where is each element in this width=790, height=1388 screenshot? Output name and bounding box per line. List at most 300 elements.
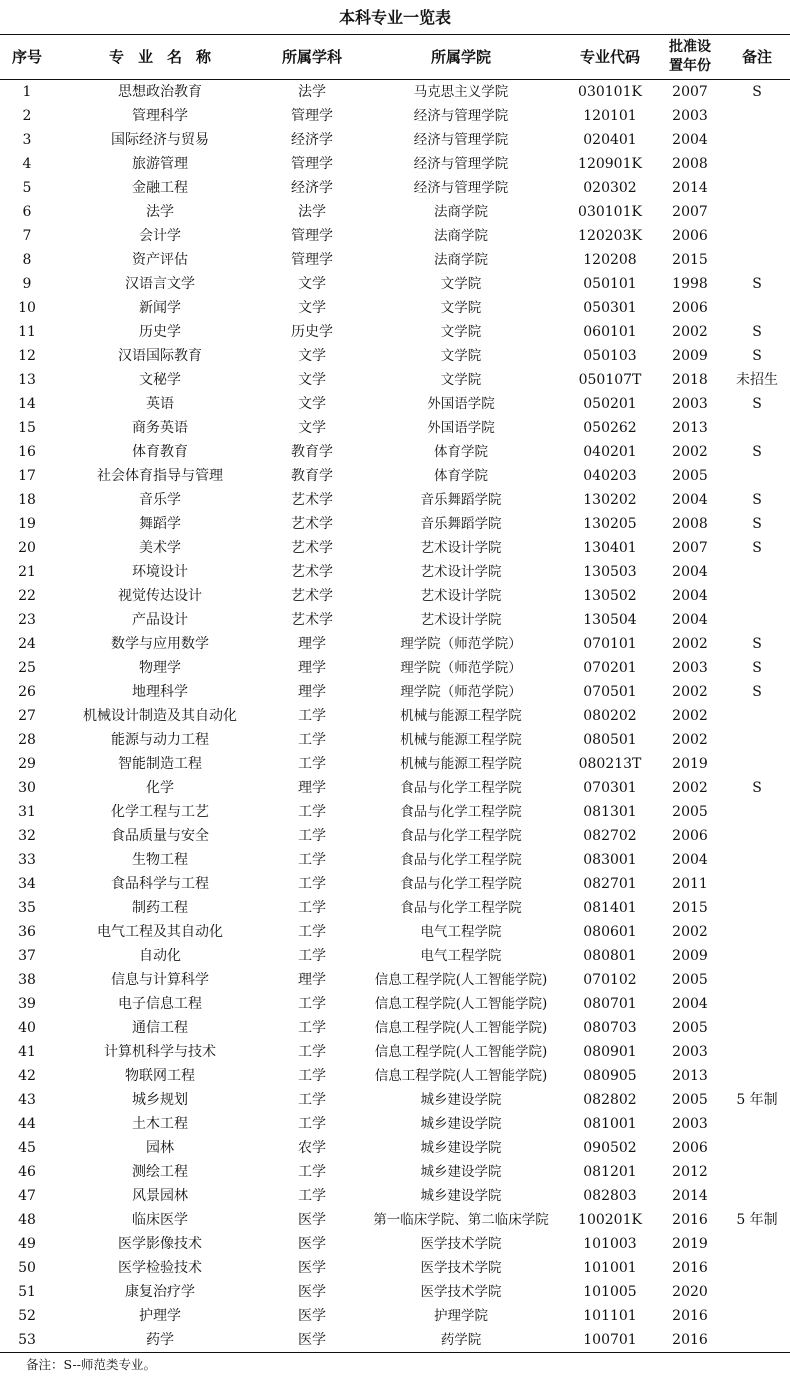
cell-subject: 文学 [298,348,326,364]
cell-major: 生物工程 [132,852,188,868]
cell-no: 30 [18,780,36,796]
table-row [0,200,790,224]
cell-code: 080905 [583,1068,637,1084]
cell-college: 食品与化学工程学院 [400,804,522,820]
cell-no: 14 [18,396,36,412]
cell-note [724,152,790,176]
cell-no: 29 [18,756,36,772]
cell-subject: 工学 [298,828,326,844]
cell-subject: 艺术学 [291,492,333,508]
cell-note: S [752,276,762,292]
cell-no: 42 [18,1068,36,1084]
table-row [0,968,790,992]
cell-major: 能源与动力工程 [111,732,209,748]
cell-note [724,824,790,848]
table-row [0,440,790,464]
cell-subject: 工学 [298,756,326,772]
cell-year: 2019 [672,756,708,772]
table-row [0,896,790,920]
cell-year: 2002 [672,324,708,340]
cell-major: 临床医学 [132,1212,188,1228]
cell-no: 3 [22,132,32,148]
cell-no: 12 [18,348,36,364]
cell-year: 2004 [672,996,708,1012]
cell-college: 理学院（师范学院） [400,636,522,652]
cell-no: 35 [18,900,36,916]
cell-major: 历史学 [139,324,181,340]
cell-code: 120208 [583,252,637,268]
cell-major: 电子信息工程 [118,996,202,1012]
cell-subject: 工学 [298,996,326,1012]
cell-code: 130504 [583,612,637,628]
cell-year: 2009 [672,948,708,964]
table-row [0,152,790,176]
cell-year: 2005 [672,972,708,988]
cell-no: 48 [18,1212,36,1228]
cell-code: 101005 [583,1284,637,1300]
cell-year: 2016 [656,1328,724,1353]
cell-note [724,608,790,632]
cell-college: 城乡建设学院 [420,1092,502,1108]
cell-code: 120901K [578,156,642,172]
cell-note: S [752,324,762,340]
cell-no: 19 [18,516,36,532]
cell-note: S [752,516,762,532]
cell-major: 化学工程与工艺 [111,804,209,820]
cell-subject: 工学 [298,1020,326,1036]
cell-code: 130205 [583,516,637,532]
cell-year: 2005 [672,1092,708,1108]
cell-code: 070201 [583,660,637,676]
cell-note: S [752,396,762,412]
cell-year: 2004 [672,564,708,580]
cell-code: 070501 [583,684,637,700]
cell-major: 信息与计算科学 [111,972,209,988]
table-row [0,848,790,872]
table-row [0,752,790,776]
cell-no: 52 [18,1308,36,1324]
cell-college: 艺术设计学院 [420,540,502,556]
cell-major: 制药工程 [132,900,188,916]
cell-year: 2002 [672,684,708,700]
cell-note [724,224,790,248]
cell-college: 法商学院 [434,252,488,268]
cell-code: 130503 [583,564,637,580]
cell-college: 体育学院 [434,468,488,484]
cell-college: 电气工程学院 [420,924,502,940]
cell-major: 园林 [146,1140,174,1156]
cell-code: 082803 [583,1188,637,1204]
cell-year: 2003 [672,660,708,676]
cell-no: 22 [18,588,36,604]
cell-subject: 农学 [298,1140,326,1156]
cell-year: 2011 [672,876,708,892]
cell-note [724,968,790,992]
cell-year: 2012 [672,1164,708,1180]
cell-subject: 文学 [298,300,326,316]
cell-subject: 教育学 [291,468,333,484]
cell-college: 文学院 [440,372,482,388]
cell-year: 2006 [672,300,708,316]
header-year-line2: 置年份 [669,58,711,74]
cell-no: 13 [18,372,36,388]
table-body [0,80,790,1353]
cell-code: 082702 [583,828,637,844]
cell-no: 9 [22,276,32,292]
cell-year: 2004 [672,132,708,148]
cell-year: 2007 [672,84,708,100]
cell-major: 思想政治教育 [118,84,202,100]
cell-college: 食品与化学工程学院 [400,780,522,796]
cell-year: 2006 [672,1140,708,1156]
cell-subject: 经济学 [291,180,333,196]
cell-no: 10 [18,300,36,316]
cell-college: 艺术设计学院 [420,564,502,580]
cell-code: 070102 [583,972,637,988]
cell-subject: 医学 [298,1212,326,1228]
table-row [0,824,790,848]
table-row [0,680,790,704]
cell-major: 会计学 [139,228,181,244]
cell-year: 2003 [672,108,708,124]
cell-code: 080213T [578,756,642,772]
cell-code: 080701 [583,996,637,1012]
cell-subject: 理学 [298,636,326,652]
cell-note [724,1184,790,1208]
cell-code: 081201 [583,1164,637,1180]
cell-subject: 文学 [298,372,326,388]
cell-note [724,1304,790,1328]
cell-note: S [752,492,762,508]
cell-note [724,992,790,1016]
cell-subject: 管理学 [291,228,333,244]
cell-code: 040203 [583,468,637,484]
cell-no: 45 [18,1140,36,1156]
cell-code: 070301 [583,780,637,796]
cell-subject: 艺术学 [291,564,333,580]
cell-no: 26 [18,684,36,700]
table-row [0,1328,790,1353]
cell-note [724,176,790,200]
table-row [0,1040,790,1064]
cell-no: 25 [18,660,36,676]
cell-note [724,800,790,824]
header-year [656,35,724,80]
cell-subject: 管理学 [291,108,333,124]
cell-college: 文学院 [440,348,482,364]
table-row [0,728,790,752]
table-row [0,608,790,632]
cell-note: S [752,540,762,556]
cell-no: 11 [18,324,36,340]
cell-college: 经济与管理学院 [413,108,509,124]
cell-college: 理学院（师范学院） [400,684,522,700]
cell-college: 护理学院 [434,1308,488,1324]
cell-year: 2019 [672,1236,708,1252]
cell-note: S [752,636,762,652]
cell-year: 2015 [672,900,708,916]
cell-subject: 艺术学 [291,612,333,628]
cell-no: 32 [18,828,36,844]
cell-year: 2004 [672,612,708,628]
cell-college: 机械与能源工程学院 [400,708,522,724]
cell-note [724,944,790,968]
cell-major: 护理学 [139,1308,181,1324]
cell-college: 食品与化学工程学院 [400,876,522,892]
cell-college: 音乐舞蹈学院 [420,516,502,532]
cell-college: 法商学院 [434,228,488,244]
cell-major: 体育教育 [132,444,188,460]
cell-major: 食品科学与工程 [111,876,209,892]
cell-subject: 文学 [298,276,326,292]
header-college: 所属学院 [358,35,564,80]
cell-no: 28 [18,732,36,748]
cell-subject: 艺术学 [291,516,333,532]
cell-major: 自动化 [139,948,181,964]
cell-subject: 工学 [298,900,326,916]
cell-subject: 法学 [298,84,326,100]
table-row [0,704,790,728]
cell-major: 新闻学 [139,300,181,316]
table-row [0,584,790,608]
cell-subject: 艺术学 [291,588,333,604]
table-row [0,464,790,488]
cell-year: 2008 [672,156,708,172]
cell-subject: 工学 [298,708,326,724]
cell-note: 5 年制 [736,1212,778,1228]
cell-code: 101003 [583,1236,637,1252]
cell-note: S [752,684,762,700]
table-row [0,944,790,968]
cell-note: S [752,660,762,676]
cell-year: 1998 [672,276,708,292]
cell-note: S [752,84,762,100]
cell-college: 文学院 [440,276,482,292]
cell-year: 2002 [672,732,708,748]
cell-code: 130502 [583,588,637,604]
cell-college: 信息工程学院(人工智能学院) [374,1044,548,1060]
cell-year: 2003 [672,1044,708,1060]
table-row [0,248,790,272]
cell-year: 2016 [672,1308,708,1324]
cell-no: 17 [18,468,36,484]
cell-subject: 医学 [298,1284,326,1300]
cell-major: 机械设计制造及其自动化 [83,708,237,724]
cell-major: 土木工程 [132,1116,188,1132]
cell-major: 化学 [146,780,174,796]
cell-no: 21 [18,564,36,580]
cell-major: 康复治疗学 [125,1284,195,1300]
cell-year: 2016 [672,1212,708,1228]
cell-college: 艺术设计学院 [420,612,502,628]
cell-major: 数学与应用数学 [111,636,209,652]
cell-no: 44 [18,1116,36,1132]
cell-subject: 理学 [298,660,326,676]
cell-code: 101101 [583,1308,637,1324]
cell-college: 体育学院 [434,444,488,460]
cell-no: 39 [18,996,36,1012]
cell-subject: 工学 [298,804,326,820]
cell-major: 视觉传达设计 [118,588,202,604]
cell-code: 082802 [583,1092,637,1108]
page-title: 本科专业一览表 [338,8,451,27]
cell-code: 050103 [583,348,637,364]
cell-subject: 艺术学 [291,540,333,556]
cell-year: 2004 [672,492,708,508]
cell-note [724,704,790,728]
cell-subject: 医学 [298,1308,326,1324]
cell-college: 电气工程学院 [420,948,502,964]
cell-college: 城乡建设学院 [420,1164,502,1180]
table-row [0,992,790,1016]
table-row [0,1088,790,1112]
cell-no: 1 [22,84,32,100]
table-row [0,416,790,440]
table-row [0,80,790,105]
cell-code: 080801 [583,948,637,964]
table-row [0,776,790,800]
cell-note [724,872,790,896]
cell-year: 2006 [672,228,708,244]
cell-college: 食品与化学工程学院 [400,852,522,868]
cell-year: 2002 [672,780,708,796]
cell-year: 2002 [672,708,708,724]
cell-year: 2013 [672,1068,708,1084]
cell-code: 100201K [578,1212,642,1228]
cell-note [724,1040,790,1064]
cell-code: 090502 [583,1140,637,1156]
cell-subject: 法学 [298,204,326,220]
table-row [0,224,790,248]
cell-subject: 文学 [298,396,326,412]
cell-major: 测绘工程 [132,1164,188,1180]
cell-major: 法学 [146,204,174,220]
cell-subject: 工学 [298,1044,326,1060]
cell-subject: 工学 [298,924,326,940]
table-row [0,128,790,152]
cell-note: 5 年制 [736,1092,778,1108]
cell-code: 120203K [578,228,642,244]
cell-note: 未招生 [736,372,778,388]
cell-note [724,920,790,944]
cell-code: 020401 [583,132,637,148]
cell-year: 2002 [672,924,708,940]
header-major: 专业名称 [54,35,266,80]
cell-code: 081001 [583,1116,637,1132]
cell-year: 2008 [672,516,708,532]
cell-code: 050301 [583,300,637,316]
cell-major: 城乡规划 [132,1092,188,1108]
cell-subject: 理学 [298,684,326,700]
cell-subject: 文学 [298,420,326,436]
header-note: 备注 [724,35,790,80]
cell-year: 2014 [672,180,708,196]
cell-note [724,896,790,920]
cell-code: 080901 [583,1044,637,1060]
cell-college: 食品与化学工程学院 [400,828,522,844]
table-row [0,1064,790,1088]
cell-college: 第一临床学院、第二临床学院 [373,1212,549,1228]
cell-college: 文学院 [440,324,482,340]
cell-year: 2018 [672,372,708,388]
table-row [0,344,790,368]
cell-note: S [752,444,762,460]
cell-note [724,1280,790,1304]
cell-note [724,416,790,440]
cell-college: 机械与能源工程学院 [400,756,522,772]
cell-major: 国际经济与贸易 [111,132,209,148]
cell-no: 15 [18,420,36,436]
cell-college: 城乡建设学院 [420,1188,502,1204]
cell-subject: 管理学 [291,252,333,268]
cell-subject: 理学 [298,972,326,988]
cell-subject: 工学 [298,948,326,964]
cell-no: 4 [22,156,32,172]
cell-note [724,1112,790,1136]
table-row [0,536,790,560]
table-row [0,1136,790,1160]
header-no: 序号 [0,35,54,80]
cell-college: 机械与能源工程学院 [400,732,522,748]
cell-code: 081301 [583,804,637,820]
cell-no: 24 [18,636,36,652]
cell-note [724,560,790,584]
cell-no: 20 [18,540,36,556]
cell-no: 43 [18,1092,36,1108]
cell-code: 020302 [583,180,637,196]
cell-no: 40 [18,1020,36,1036]
cell-code: 101001 [583,1260,637,1276]
cell-year: 2007 [672,540,708,556]
table-row [0,920,790,944]
cell-code: 060101 [583,324,637,340]
cell-major: 食品质量与安全 [111,828,209,844]
table-row [0,560,790,584]
cell-college: 艺术设计学院 [420,588,502,604]
cell-note [724,1064,790,1088]
table-row [0,104,790,128]
cell-no: 16 [18,444,36,460]
cell-no: 41 [18,1044,36,1060]
cell-note [724,296,790,320]
table-row [0,392,790,416]
cell-code: 050107T [578,372,642,388]
cell-year: 2005 [672,1020,708,1036]
cell-college: 文学院 [440,300,482,316]
table-row [0,1184,790,1208]
cell-code: 130202 [583,492,637,508]
table-header-row [0,35,790,80]
cell-note [724,1160,790,1184]
cell-major: 舞蹈学 [139,516,181,532]
cell-college: 外国语学院 [427,420,495,436]
cell-college: 理学院（师范学院） [400,660,522,676]
cell-college: 城乡建设学院 [420,1116,502,1132]
cell-code: 050201 [583,396,637,412]
cell-college: 食品与化学工程学院 [400,900,522,916]
cell-major: 文秘学 [139,372,181,388]
cell-note [724,752,790,776]
cell-subject: 工学 [298,1092,326,1108]
table-row [0,320,790,344]
cell-note [724,848,790,872]
cell-no: 7 [22,228,32,244]
cell-college: 药学院 [358,1328,564,1353]
cell-note [724,1256,790,1280]
cell-code: 130401 [583,540,637,556]
cell-college: 马克思主义学院 [413,84,509,100]
cell-no: 31 [18,804,36,820]
